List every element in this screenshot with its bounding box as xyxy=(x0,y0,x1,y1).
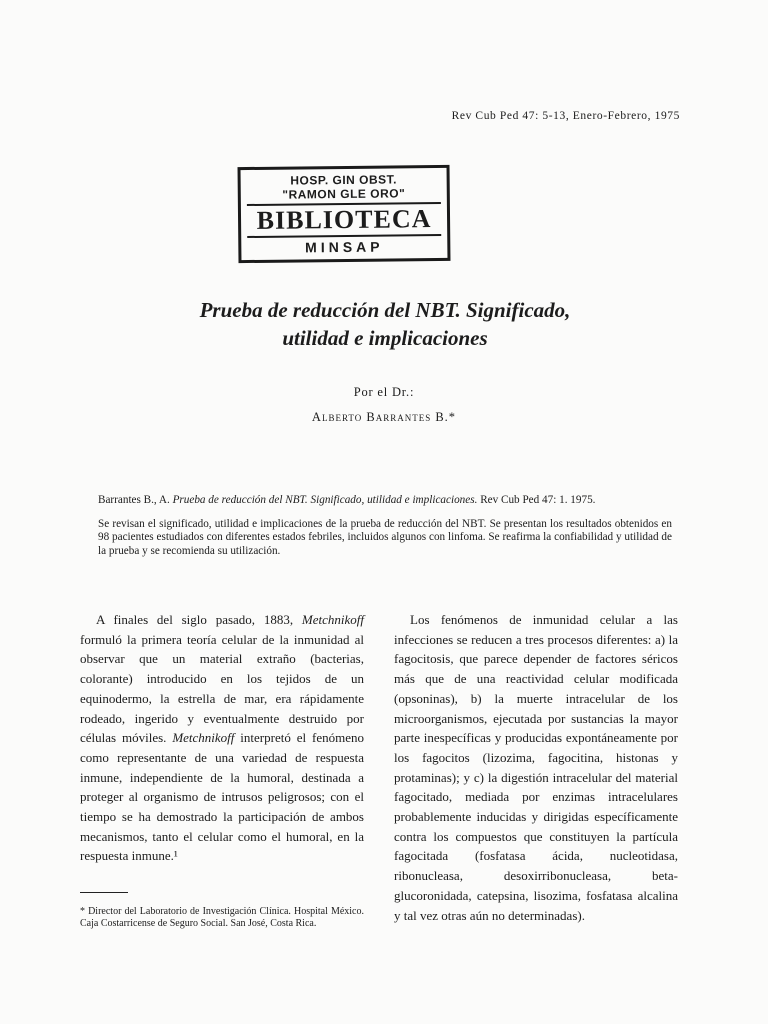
article-title-line2: utilidad e implicaciones xyxy=(282,326,488,350)
scientist-name: Metchnikoff xyxy=(301,612,364,627)
stamp-line-name: "RAMON GLE ORO" xyxy=(282,186,406,202)
body-text: interpretó el fenómeno como representante de una variedad de respuesta inmune, independiente de la humoral, destinada a proteger al organismo de intrusos peligrosos; con el tiempo se ha demostrado la participación de ambos mecanismos, tanto el celular como el humoral, en la respuesta inmune.¹ xyxy=(80,730,364,864)
citation-source: Rev Cub Ped 47: 1. 1975. xyxy=(480,494,596,506)
body-paragraph-left xyxy=(80,610,364,866)
stamp-line-hospital: HOSP. GIN OBST. xyxy=(290,172,398,188)
footnote-divider xyxy=(80,892,128,893)
body-text: A finales del siglo pasado, 1883, xyxy=(96,612,302,627)
body-column-right xyxy=(394,610,678,925)
author-name: Alberto Barrantes B.* xyxy=(311,410,457,424)
citation-title: Prueba de reducción del NBT. Significado, utilidad e implicaciones. xyxy=(172,494,478,506)
abstract-summary: Se revisan el significado, utilidad e implicaciones de la prueba de reducción del NBT. Se presentan los resultados obtenidos en 98 pacientes estudiados con diferentes estados febriles, incluidos algunos con linfoma. Se reafirma la confiabilidad y utilidad de la prueba y se recomienda su utilización. xyxy=(98,517,672,557)
journal-reference: Rev Cub Ped 47: 5-13, Enero-Febrero, 1975 xyxy=(451,110,680,122)
abstract-block xyxy=(98,494,672,568)
abstract-citation xyxy=(98,494,672,508)
library-stamp xyxy=(238,165,451,263)
body-text: formuló la primera teoría celular de la inmunidad al observar que un material extraño (bacterias, colorante) introducido en los tejidos de un equinodermo, la estrella de mar, era rápidamente rodeado, ingerido y eventualmente destruido por células móviles. xyxy=(80,631,364,746)
byline-intro: Por el Dr.: xyxy=(353,385,415,399)
footnote: * Director del Laboratorio de Investigación Clínica. Hospital México. Caja Costarricense de Seguro Social. San José, Costa Rica. xyxy=(80,906,364,929)
body-column-left xyxy=(80,610,364,866)
body-paragraph-right: Los fenómenos de inmunidad celular a las infecciones se reducen a tres procesos diferentes: a) la fagocitosis, que parece depender de factores séricos más que de una reactividad celular modificada (opsoninas), b) la muerte intracelular de los microorganismos, ejecutada por sustancias la mayor parte inespecíficas y producidas expontáneamente por los fagocitos (lizozima, fagocitina, histonas y protaminas); y c) la digestión intracelular del material fagocitado, mediada por enzimas intracelulares probablemente inducidas y dirigidas específicamente contra los compuestos que constituyen la partícula fagocitada (fosfatasa ácida, nucleotidasa, ribonucleasa, desoxirribonucleasa, beta-glucoronidada, catepsina, lisozima, fosfatasa alcalina y tal vez otras aún no determinadas). xyxy=(394,612,678,923)
article-title-line1: Prueba de reducción del NBT. Significado, xyxy=(199,298,571,322)
citation-authors: Barrantes B., A. xyxy=(98,494,170,506)
article-title xyxy=(100,296,670,352)
scientist-name: Metchnikoff xyxy=(172,730,235,746)
stamp-line-biblioteca: BIBLIOTECA xyxy=(247,202,441,238)
stamp-line-minsap: MINSAP xyxy=(305,238,384,256)
